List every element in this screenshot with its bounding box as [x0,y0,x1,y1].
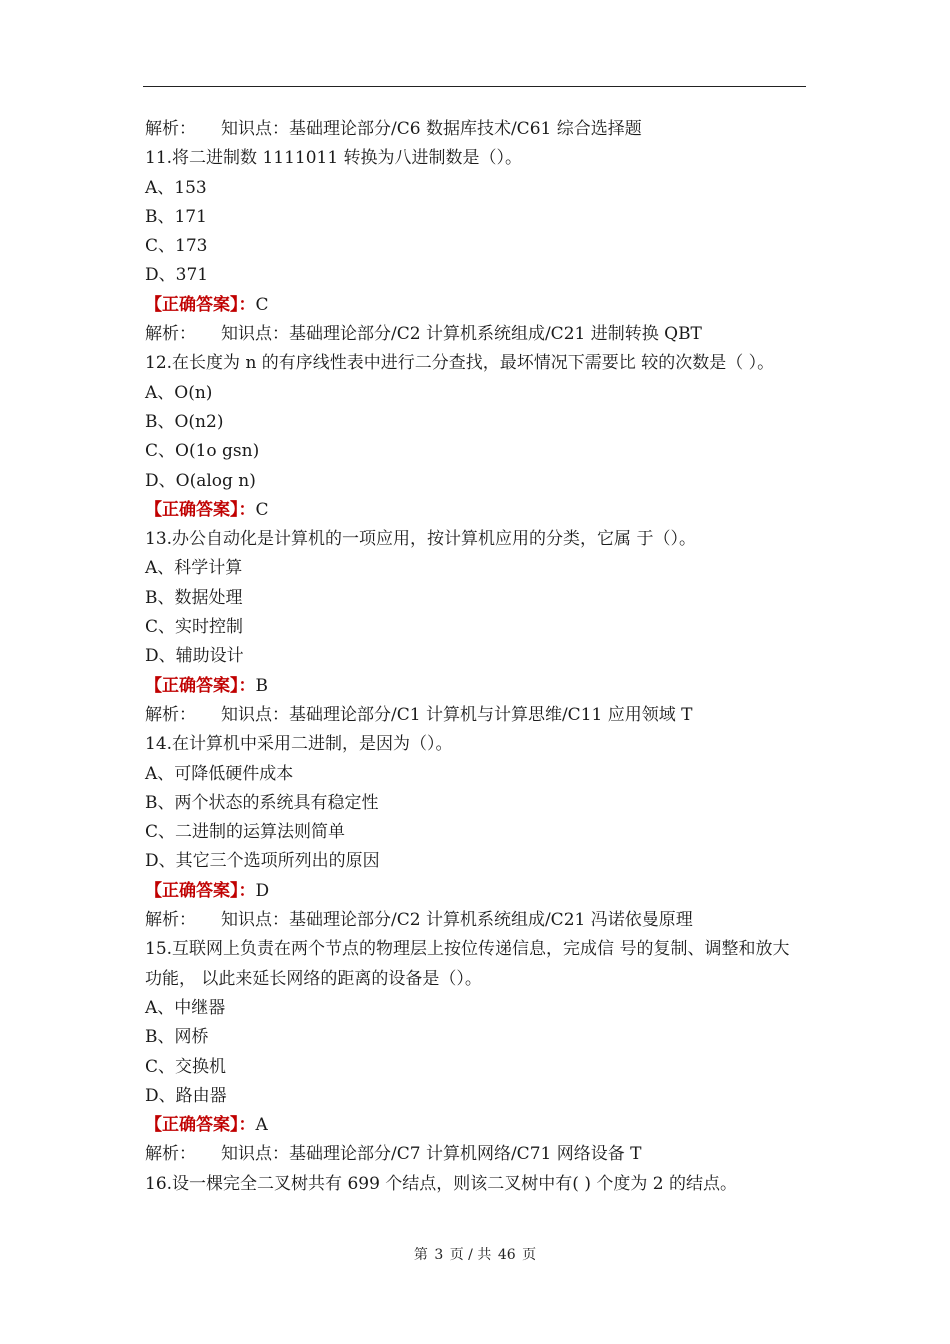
answer-value: A [255,1115,268,1136]
question-stem: 12.在长度为 n 的有序线性表中进行二分查找，最坏情况下需要比 较的次数是（ ）。 [145,353,775,374]
current-page: 3 [434,1247,444,1263]
analysis-line: 解析： 知识点：基础理论部分/C2 计算机系统组成/C21 冯诺依曼原理 [145,910,693,931]
answer-label: 【正确答案】： [145,1115,256,1136]
answer-line [145,496,805,525]
option: C、交换机 [145,1056,227,1077]
question-stem: 13.办公自动化是计算机的一项应用，按计算机应用的分类，它属 于（）。 [145,529,696,550]
option: B、171 [145,206,207,227]
question-stem: 11.将二进制数 1111011 转换为八进制数是（）。 [145,148,523,169]
question-stem: 15.互联网上负责在两个节点的物理层上按位传递信息，完成信 号的复制、调整和放大功能， 以此来延长网络的距离的设备是（）。 [145,939,790,989]
answer-value: B [255,675,268,696]
option: D、其它三个选项所列出的原因 [145,851,380,872]
answer-value: C [255,499,269,520]
question-stem: 14.在计算机中采用二进制，是因为（）。 [145,734,453,755]
option: C、O(1o gsn) [145,441,260,462]
option: B、数据处理 [145,587,243,608]
answer-value: C [255,294,269,315]
option: C、二进制的运算法则简单 [145,822,346,843]
option: D、O(alog n) [145,470,256,491]
option: D、371 [145,265,209,286]
header-rule [143,86,806,87]
answer-line [145,1111,805,1140]
answer-value: D [255,880,270,901]
option: A、可降低硬件成本 [145,763,294,784]
question-stem: 16.设一棵完全二叉树共有 699 个结点，则该二叉树中有( ) 个度为 2 的结点。 [145,1173,737,1194]
page-footer: 第 3 页 / 共 46 页 [413,1247,537,1263]
answer-line [145,291,805,320]
option: B、O(n2) [145,411,224,432]
option: A、153 [145,177,207,198]
option: A、O(n) [145,382,213,403]
answer-line [145,877,805,906]
analysis-line: 解析： 知识点：基础理论部分/C1 计算机与计算思维/C11 应用领域 T [145,704,693,725]
total-pages: 46 [497,1247,516,1263]
option: C、实时控制 [145,617,244,638]
answer-label: 【正确答案】： [145,294,256,315]
option: B、两个状态的系统具有稳定性 [145,792,379,813]
answer-label: 【正确答案】： [145,499,256,520]
analysis-line: 解析： 知识点：基础理论部分/C2 计算机系统组成/C21 进制转换 QBT [145,324,702,345]
analysis-line: 解析： 知识点：基础理论部分/C6 数据库技术/C61 综合选择题 [145,119,642,139]
option: C、173 [145,236,208,257]
answer-line [145,672,805,701]
content [145,115,805,1199]
option: B、网桥 [145,1027,209,1048]
analysis-line: 解析： 知识点：基础理论部分/C7 计算机网络/C71 网络设备 T [145,1144,642,1165]
option: D、路由器 [145,1085,227,1106]
answer-label: 【正确答案】： [145,675,256,696]
answer-label: 【正确答案】： [145,880,256,901]
option: A、科学计算 [145,558,243,579]
option: D、辅助设计 [145,646,244,667]
option: A、中继器 [145,997,226,1018]
